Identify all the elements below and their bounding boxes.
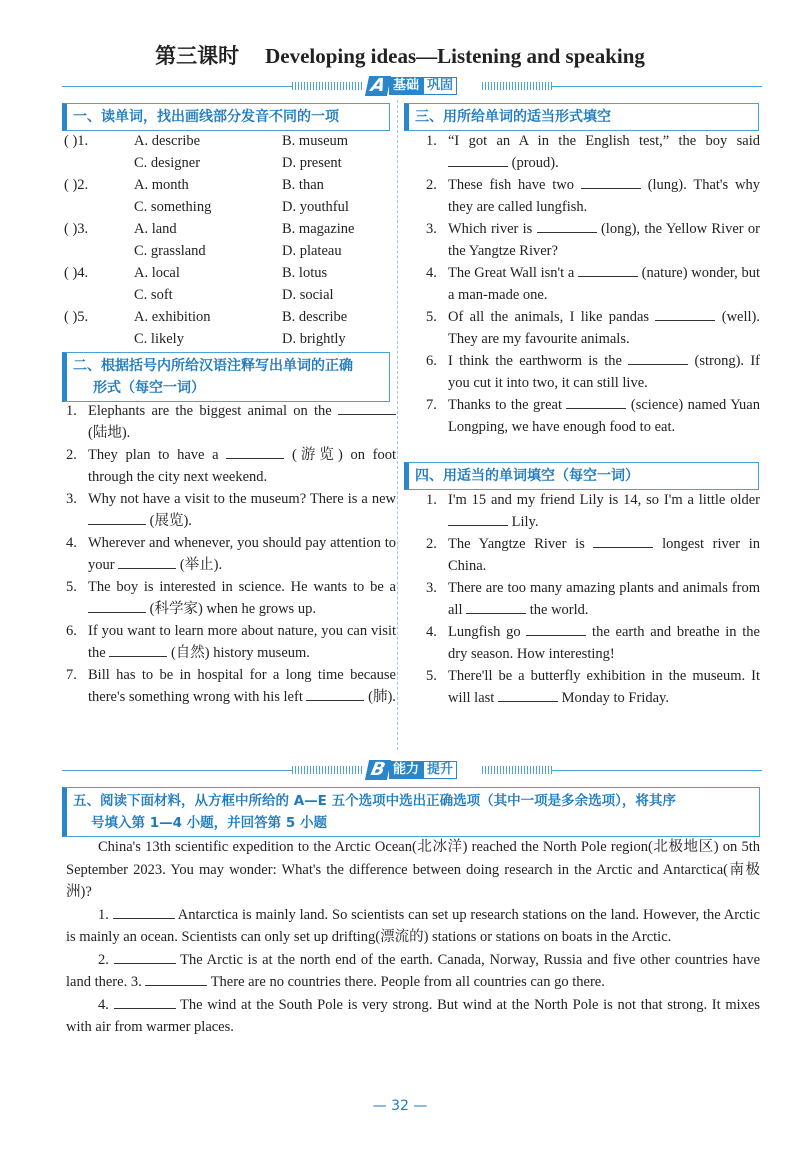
question-text: Elephants are the biggest animal on the <box>88 403 338 419</box>
question-hint: the earth and breathe in the dry season. How interesting! <box>448 624 760 662</box>
question-item <box>426 306 760 350</box>
section-2-list <box>66 400 396 708</box>
section-5-heading-line2: 号填入第 1—4 小题，并回答第 5 小题 <box>91 815 327 831</box>
passage-text: Antarctica is mainly land. So scientists can set up research stations on the land. However, the Arctic is mainly an ocean. Scientists can only set up drifting(漂流的) stations or stations on boats in the Arctic. <box>66 906 760 945</box>
answer-blank[interactable] <box>114 949 176 964</box>
question-text: They plan to have a <box>88 447 227 463</box>
answer-blank[interactable] <box>448 152 508 167</box>
option-c: C. soft <box>134 287 173 303</box>
banner-b-letter: B <box>365 760 391 780</box>
question-item <box>66 532 396 576</box>
blank-number: 3. <box>130 974 142 990</box>
question-hint: (nature) wonder, but a man-made one. <box>448 265 760 303</box>
answer-slot[interactable]: ( )3. <box>64 221 89 237</box>
question-text: The boy is interested in science. He wants to be a <box>88 579 396 595</box>
answer-blank[interactable] <box>498 687 558 702</box>
banner-basic <box>62 76 762 96</box>
mcq-item <box>62 306 392 328</box>
question-hint: (肺). <box>364 689 396 705</box>
question-number: 6. <box>426 353 437 369</box>
question-item <box>66 400 396 444</box>
question-hint: (proud). <box>508 155 559 171</box>
question-item <box>426 130 760 174</box>
option-c: C. something <box>134 199 212 215</box>
answer-blank[interactable] <box>114 994 176 1009</box>
section-3-list <box>426 130 760 438</box>
answer-blank[interactable] <box>145 971 207 986</box>
question-hint: (well). They are my favourite animals. <box>448 309 760 347</box>
question-text: These fish have two <box>448 177 581 193</box>
passage-text: The Arctic is at the north end of the earth. Canada, Norway, Russia and five other countries have land there. <box>66 951 760 990</box>
blank-number: 2. <box>98 951 109 968</box>
answer-blank[interactable] <box>526 621 586 636</box>
section-2-heading <box>62 352 390 402</box>
question-item <box>426 174 760 218</box>
question-text: Of all the animals, I like pandas <box>448 309 656 325</box>
question-item <box>426 218 760 262</box>
mcq-item <box>62 174 392 196</box>
answer-blank[interactable] <box>655 306 715 321</box>
question-number: 5. <box>426 309 437 325</box>
question-text: Wherever and whenever, you should pay attention to your <box>88 535 396 573</box>
question-number: 1. <box>426 133 437 149</box>
mcq-item <box>62 262 392 284</box>
passage-intro: China's 13th scientific expedition to the Arctic Ocean(北冰洋) reached the North Pole region(北极地区) on 5th September 2023. You may wonder: What's the difference between doing research in the Arctic and Antarctica(南极洲)? <box>66 839 760 900</box>
section-1-heading: 一、读单词，找出画线部分发音不同的一项 <box>62 103 390 131</box>
section-5-heading-line1: 五、阅读下面材料，从方框中所给的 A—E 五个选项中选出正确选项（其中一项是多余选项），将其序 <box>73 793 676 809</box>
mcq-item <box>62 130 392 152</box>
page-title <box>0 40 800 70</box>
answer-blank[interactable] <box>593 533 653 548</box>
question-number: 1. <box>66 403 77 419</box>
question-text: The Great Wall isn't a <box>448 265 578 281</box>
question-item <box>426 665 760 709</box>
option-d: D. youthful <box>282 199 349 215</box>
lesson-title: Developing ideas—Listening and speaking <box>265 44 645 68</box>
question-text: Bill has to be in hospital for a long time because there's something wrong with his left <box>88 667 396 705</box>
question-number: 4. <box>426 624 437 640</box>
option-d: D. social <box>282 287 334 303</box>
option-a: A. month <box>134 177 189 193</box>
question-number: 1. <box>426 492 437 508</box>
mcq-item-row2 <box>62 240 392 262</box>
answer-slot[interactable]: ( )2. <box>64 177 89 193</box>
section-2-heading-line2: 形式（每空一词） <box>93 380 205 396</box>
question-hint: (展览). <box>146 513 192 529</box>
answer-blank[interactable] <box>537 218 597 233</box>
mcq-item-row2 <box>62 328 392 350</box>
mcq-item <box>62 218 392 240</box>
reading-passage <box>66 836 760 1039</box>
mcq-item-row2 <box>62 196 392 218</box>
option-c: C. likely <box>134 331 184 347</box>
question-number: 7. <box>426 397 437 413</box>
question-item <box>66 664 396 708</box>
question-number: 5. <box>426 668 437 684</box>
question-number: 4. <box>426 265 437 281</box>
question-hint: Lily. <box>508 514 539 530</box>
banner-a-letter: A <box>365 76 391 96</box>
option-b: B. magazine <box>282 221 355 237</box>
question-item <box>426 262 760 306</box>
answer-blank[interactable] <box>581 174 641 189</box>
answer-blank[interactable] <box>88 598 146 613</box>
question-hint: the world. <box>526 602 589 618</box>
question-hint: (lung). That's why they are called lungfish. <box>448 177 760 215</box>
answer-blank[interactable] <box>113 904 175 919</box>
passage-text: There are no countries there. People from all countries can go there. <box>207 974 605 990</box>
question-item <box>426 489 760 533</box>
question-text: The Yangtze River is <box>448 536 594 552</box>
lesson-label: 第三课时 <box>155 44 240 68</box>
page-number: — 32 — <box>372 1098 428 1114</box>
question-number: 2. <box>66 447 77 463</box>
option-b: B. museum <box>282 133 349 149</box>
question-hint: (陆地). <box>88 425 131 441</box>
question-hint: (自然) history museum. <box>167 645 310 661</box>
option-a: A. local <box>134 265 180 281</box>
banner-b-label: 能力 <box>389 761 423 779</box>
answer-blank[interactable] <box>118 554 176 569</box>
question-hint: Monday to Friday. <box>557 690 669 706</box>
question-hint: (long), the Yellow River or the Yangtze River? <box>448 221 761 259</box>
column-divider <box>397 100 398 750</box>
question-hint: longest river in China. <box>448 536 760 574</box>
banner-advanced <box>62 760 762 780</box>
question-hint: (游览) on foot through the city next weekend. <box>88 447 397 485</box>
question-number: 3. <box>66 491 77 507</box>
question-text: There are too many amazing plants and animals from all <box>448 580 760 618</box>
option-b: B. describe <box>282 309 348 325</box>
answer-blank[interactable] <box>628 350 688 365</box>
section-4-heading: 四、用适当的单词填空（每空一词） <box>404 462 759 490</box>
question-text: Which river is <box>448 221 537 237</box>
section-5-heading <box>62 787 760 837</box>
option-d: D. brightly <box>282 331 346 347</box>
question-item <box>426 350 760 394</box>
mcq-item-row2 <box>62 152 392 174</box>
blank-number: 4. <box>98 996 109 1013</box>
option-c: C. grassland <box>134 243 206 259</box>
option-c: C. designer <box>134 155 201 171</box>
question-number: 7. <box>66 667 77 683</box>
answer-blank[interactable] <box>88 510 146 525</box>
passage-para-2 <box>66 949 760 994</box>
question-text: There'll be a butterfly exhibition in the museum. It will last <box>448 668 760 706</box>
question-text: I think the earthworm is the <box>448 353 629 369</box>
question-hint: (科学家) when he grows up. <box>146 601 316 617</box>
passage-para-1 <box>66 904 760 949</box>
section-1-list <box>62 130 392 350</box>
question-item <box>66 488 396 532</box>
question-number: 5. <box>66 579 77 595</box>
option-d: D. present <box>282 155 342 171</box>
section-3-heading: 三、用所给单词的适当形式填空 <box>404 103 759 131</box>
section-4-list <box>426 489 760 709</box>
question-item <box>66 620 396 664</box>
option-a: A. exhibition <box>134 309 211 325</box>
question-item <box>426 533 760 577</box>
question-number: 2. <box>426 536 437 552</box>
option-a: A. land <box>134 221 177 237</box>
banner-a-sublabel: 巩固 <box>423 77 457 95</box>
question-text: Lungfish go <box>448 624 527 640</box>
question-number: 2. <box>426 177 437 193</box>
question-item <box>66 444 396 488</box>
answer-blank[interactable] <box>306 686 364 701</box>
answer-blank[interactable] <box>448 511 508 526</box>
question-hint: (science) named Yuan Longping, we have enough food to eat. <box>448 397 760 435</box>
question-number: 3. <box>426 580 437 596</box>
answer-slot[interactable]: ( )1. <box>64 133 89 149</box>
question-item <box>426 577 760 621</box>
answer-blank[interactable] <box>226 444 284 459</box>
option-a: A. describe <box>134 133 201 149</box>
answer-blank[interactable] <box>578 262 638 277</box>
question-number: 6. <box>66 623 77 639</box>
question-text: “I got an A in the English test,” the boy said <box>448 133 760 149</box>
question-item <box>426 621 760 665</box>
passage-text: The wind at the South Pole is very strong. But wind at the North Pole is not that strong. It mixes with air from warmer places. <box>66 996 760 1035</box>
mcq-item-row2 <box>62 284 392 306</box>
question-text: Why not have a visit to the museum? There is a new <box>88 491 396 507</box>
question-number: 3. <box>426 221 437 237</box>
option-b: B. lotus <box>282 265 328 281</box>
option-d: D. plateau <box>282 243 342 259</box>
section-2-heading-line1: 二、根据括号内所给汉语注释写出单词的正确 <box>73 358 353 374</box>
question-item <box>66 576 396 620</box>
question-text: Thanks to the great <box>448 397 567 413</box>
blank-number: 1. <box>98 906 109 923</box>
question-item <box>426 394 760 438</box>
option-b: B. than <box>282 177 324 193</box>
answer-slot[interactable]: ( )4. <box>64 265 89 281</box>
question-number: 4. <box>66 535 77 551</box>
banner-b-sublabel: 提升 <box>423 761 457 779</box>
answer-slot[interactable]: ( )5. <box>64 309 89 325</box>
answer-blank[interactable] <box>109 642 167 657</box>
answer-blank[interactable] <box>466 599 526 614</box>
answer-blank[interactable] <box>566 394 626 409</box>
banner-a-label: 基础 <box>389 77 423 95</box>
answer-blank[interactable] <box>338 400 396 415</box>
passage-para-3 <box>66 994 760 1039</box>
question-hint: (举止). <box>176 557 223 573</box>
question-hint: (strong). If you cut it into two, it can still live. <box>448 353 760 391</box>
question-text: If you want to learn more about nature, you can visit the <box>88 623 396 661</box>
question-text: I'm 15 and my friend Lily is 14, so I'm a little older <box>448 492 760 508</box>
